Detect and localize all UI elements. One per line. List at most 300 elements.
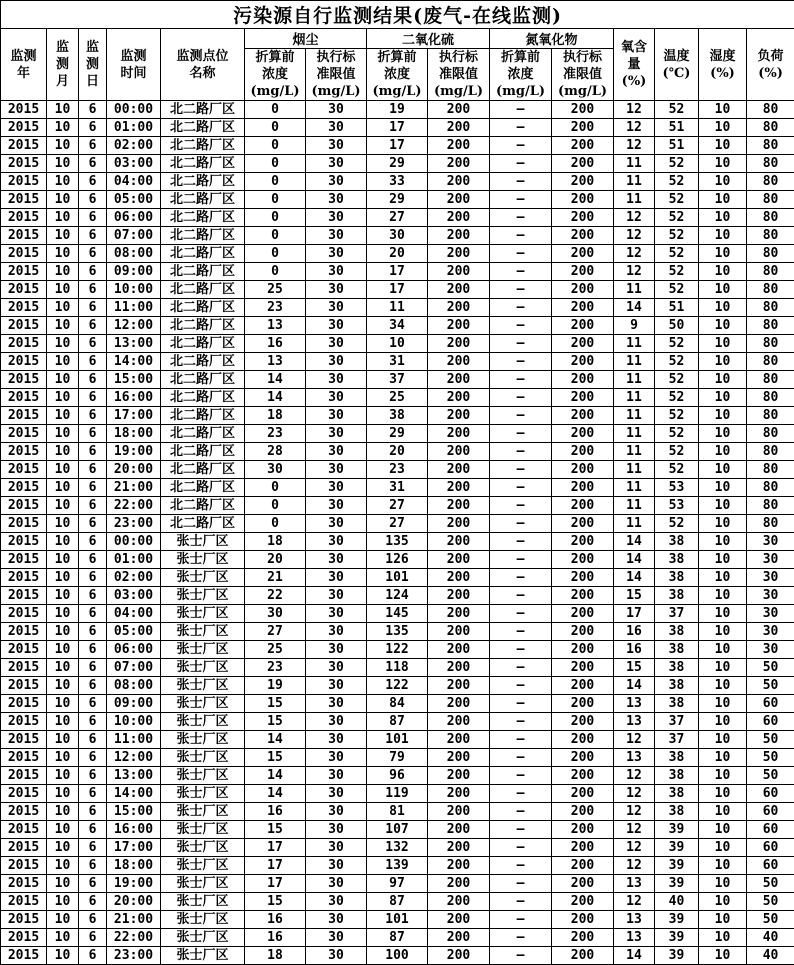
header-humidity-line1: 湿度 bbox=[699, 48, 746, 65]
cell-smoke-limit: 30 bbox=[306, 569, 367, 587]
cell-smoke-limit: 30 bbox=[306, 245, 367, 263]
cell-smoke-limit: 30 bbox=[306, 695, 367, 713]
cell-o2: 12 bbox=[614, 227, 655, 245]
cell-month: 10 bbox=[47, 281, 79, 299]
table-body bbox=[1, 101, 794, 965]
cell-humidity: 10 bbox=[699, 515, 747, 533]
cell-load: 80 bbox=[747, 389, 794, 407]
table-row bbox=[1, 731, 794, 749]
cell-nox-limit: 200 bbox=[552, 119, 614, 137]
cell-day: 6 bbox=[79, 839, 107, 857]
cell-smoke-conc: 25 bbox=[245, 641, 306, 659]
cell-so2-conc: 132 bbox=[367, 839, 428, 857]
cell-smoke-conc: 18 bbox=[245, 947, 306, 965]
cell-site: 张士厂区 bbox=[161, 605, 245, 623]
cell-o2: 11 bbox=[614, 479, 655, 497]
cell-site: 北二路厂区 bbox=[161, 281, 245, 299]
cell-so2-conc: 38 bbox=[367, 407, 428, 425]
cell-smoke-conc: 16 bbox=[245, 803, 306, 821]
cell-month: 10 bbox=[47, 713, 79, 731]
cell-year: 2015 bbox=[1, 389, 47, 407]
cell-load: 40 bbox=[747, 929, 794, 947]
cell-humidity: 10 bbox=[699, 839, 747, 857]
header-o2-line1: 氧含 bbox=[614, 39, 654, 56]
cell-nox-conc: — bbox=[490, 101, 552, 119]
table-row bbox=[1, 317, 794, 335]
cell-time: 04:00 bbox=[107, 605, 161, 623]
cell-load: 30 bbox=[747, 605, 794, 623]
cell-smoke-conc: 30 bbox=[245, 461, 306, 479]
cell-year: 2015 bbox=[1, 497, 47, 515]
cell-smoke-conc: 0 bbox=[245, 191, 306, 209]
cell-day: 6 bbox=[79, 803, 107, 821]
cell-month: 10 bbox=[47, 767, 79, 785]
cell-load: 30 bbox=[747, 587, 794, 605]
cell-smoke-conc: 18 bbox=[245, 407, 306, 425]
cell-o2: 12 bbox=[614, 803, 655, 821]
cell-o2: 14 bbox=[614, 677, 655, 695]
cell-temp: 52 bbox=[655, 245, 699, 263]
cell-so2-limit: 200 bbox=[428, 641, 490, 659]
cell-smoke-conc: 15 bbox=[245, 821, 306, 839]
cell-nox-limit: 200 bbox=[552, 389, 614, 407]
cell-site: 张士厂区 bbox=[161, 947, 245, 965]
cell-year: 2015 bbox=[1, 857, 47, 875]
cell-year: 2015 bbox=[1, 623, 47, 641]
cell-month: 10 bbox=[47, 641, 79, 659]
cell-so2-limit: 200 bbox=[428, 101, 490, 119]
cell-day: 6 bbox=[79, 353, 107, 371]
cell-time: 17:00 bbox=[107, 839, 161, 857]
cell-load: 60 bbox=[747, 695, 794, 713]
cell-nox-conc: — bbox=[490, 803, 552, 821]
cell-smoke-limit: 30 bbox=[306, 587, 367, 605]
cell-smoke-conc: 0 bbox=[245, 173, 306, 191]
cell-nox-limit: 200 bbox=[552, 299, 614, 317]
cell-site: 北二路厂区 bbox=[161, 245, 245, 263]
cell-nox-limit: 200 bbox=[552, 407, 614, 425]
cell-temp: 51 bbox=[655, 119, 699, 137]
cell-nox-limit: 200 bbox=[552, 281, 614, 299]
cell-year: 2015 bbox=[1, 551, 47, 569]
cell-smoke-limit: 30 bbox=[306, 263, 367, 281]
cell-o2: 11 bbox=[614, 191, 655, 209]
cell-humidity: 10 bbox=[699, 875, 747, 893]
cell-day: 6 bbox=[79, 587, 107, 605]
cell-month: 10 bbox=[47, 209, 79, 227]
cell-month: 10 bbox=[47, 371, 79, 389]
cell-nox-limit: 200 bbox=[552, 839, 614, 857]
cell-so2-limit: 200 bbox=[428, 767, 490, 785]
cell-year: 2015 bbox=[1, 299, 47, 317]
cell-smoke-conc: 14 bbox=[245, 785, 306, 803]
cell-month: 10 bbox=[47, 479, 79, 497]
cell-time: 10:00 bbox=[107, 713, 161, 731]
cell-day: 6 bbox=[79, 677, 107, 695]
cell-o2: 11 bbox=[614, 371, 655, 389]
cell-humidity: 10 bbox=[699, 335, 747, 353]
cell-humidity: 10 bbox=[699, 461, 747, 479]
cell-nox-limit: 200 bbox=[552, 713, 614, 731]
cell-year: 2015 bbox=[1, 461, 47, 479]
cell-o2: 11 bbox=[614, 155, 655, 173]
cell-so2-limit: 200 bbox=[428, 785, 490, 803]
table-row bbox=[1, 335, 794, 353]
cell-load: 80 bbox=[747, 101, 794, 119]
table-row bbox=[1, 605, 794, 623]
cell-load: 50 bbox=[747, 731, 794, 749]
cell-time: 02:00 bbox=[107, 569, 161, 587]
cell-humidity: 10 bbox=[699, 641, 747, 659]
cell-smoke-limit: 30 bbox=[306, 947, 367, 965]
cell-year: 2015 bbox=[1, 695, 47, 713]
table-row bbox=[1, 893, 794, 911]
cell-day: 6 bbox=[79, 173, 107, 191]
cell-humidity: 10 bbox=[699, 713, 747, 731]
cell-time: 12:00 bbox=[107, 749, 161, 767]
cell-smoke-conc: 0 bbox=[245, 515, 306, 533]
header-temp bbox=[655, 29, 699, 101]
cell-so2-limit: 200 bbox=[428, 245, 490, 263]
cell-so2-limit: 200 bbox=[428, 569, 490, 587]
cell-year: 2015 bbox=[1, 587, 47, 605]
cell-so2-conc: 25 bbox=[367, 389, 428, 407]
cell-nox-conc: — bbox=[490, 155, 552, 173]
cell-day: 6 bbox=[79, 119, 107, 137]
cell-so2-limit: 200 bbox=[428, 677, 490, 695]
cell-time: 07:00 bbox=[107, 227, 161, 245]
cell-month: 10 bbox=[47, 551, 79, 569]
cell-smoke-limit: 30 bbox=[306, 119, 367, 137]
header-load-line1: 负荷 bbox=[747, 48, 794, 65]
cell-month: 10 bbox=[47, 263, 79, 281]
cell-day: 6 bbox=[79, 785, 107, 803]
cell-temp: 39 bbox=[655, 911, 699, 929]
cell-nox-limit: 200 bbox=[552, 587, 614, 605]
cell-humidity: 10 bbox=[699, 767, 747, 785]
cell-so2-conc: 20 bbox=[367, 245, 428, 263]
cell-month: 10 bbox=[47, 659, 79, 677]
table-row bbox=[1, 155, 794, 173]
cell-humidity: 10 bbox=[699, 929, 747, 947]
cell-so2-limit: 200 bbox=[428, 803, 490, 821]
cell-day: 6 bbox=[79, 821, 107, 839]
cell-site: 北二路厂区 bbox=[161, 299, 245, 317]
header-nox-limit-line1: 执行标 bbox=[552, 49, 613, 66]
cell-year: 2015 bbox=[1, 569, 47, 587]
cell-so2-limit: 200 bbox=[428, 659, 490, 677]
cell-month: 10 bbox=[47, 299, 79, 317]
cell-smoke-limit: 30 bbox=[306, 731, 367, 749]
cell-smoke-conc: 19 bbox=[245, 677, 306, 695]
page-title: 污染源自行监测结果(废气-在线监测) bbox=[1, 1, 794, 29]
cell-smoke-conc: 15 bbox=[245, 713, 306, 731]
cell-day: 6 bbox=[79, 389, 107, 407]
cell-month: 10 bbox=[47, 443, 79, 461]
cell-day: 6 bbox=[79, 929, 107, 947]
cell-year: 2015 bbox=[1, 335, 47, 353]
header-month bbox=[47, 29, 79, 101]
cell-nox-conc: — bbox=[490, 551, 552, 569]
cell-o2: 13 bbox=[614, 875, 655, 893]
cell-month: 10 bbox=[47, 947, 79, 965]
cell-site: 北二路厂区 bbox=[161, 371, 245, 389]
cell-site: 张士厂区 bbox=[161, 587, 245, 605]
cell-humidity: 10 bbox=[699, 209, 747, 227]
cell-smoke-limit: 30 bbox=[306, 407, 367, 425]
cell-temp: 38 bbox=[655, 587, 699, 605]
cell-nox-limit: 200 bbox=[552, 479, 614, 497]
cell-nox-limit: 200 bbox=[552, 605, 614, 623]
cell-humidity: 10 bbox=[699, 803, 747, 821]
cell-o2: 13 bbox=[614, 911, 655, 929]
cell-day: 6 bbox=[79, 533, 107, 551]
cell-load: 80 bbox=[747, 407, 794, 425]
cell-temp: 52 bbox=[655, 515, 699, 533]
cell-smoke-conc: 0 bbox=[245, 155, 306, 173]
cell-nox-conc: — bbox=[490, 875, 552, 893]
cell-smoke-limit: 30 bbox=[306, 299, 367, 317]
cell-temp: 37 bbox=[655, 605, 699, 623]
cell-day: 6 bbox=[79, 893, 107, 911]
cell-so2-conc: 100 bbox=[367, 947, 428, 965]
cell-so2-limit: 200 bbox=[428, 227, 490, 245]
cell-year: 2015 bbox=[1, 101, 47, 119]
table-row bbox=[1, 569, 794, 587]
cell-time: 20:00 bbox=[107, 893, 161, 911]
cell-load: 80 bbox=[747, 227, 794, 245]
cell-smoke-limit: 30 bbox=[306, 713, 367, 731]
cell-humidity: 10 bbox=[699, 425, 747, 443]
table-row bbox=[1, 587, 794, 605]
cell-nox-limit: 200 bbox=[552, 875, 614, 893]
cell-temp: 38 bbox=[655, 659, 699, 677]
header-day-line2: 测 bbox=[79, 56, 106, 73]
cell-humidity: 10 bbox=[699, 533, 747, 551]
cell-smoke-limit: 30 bbox=[306, 623, 367, 641]
cell-temp: 53 bbox=[655, 497, 699, 515]
cell-nox-conc: — bbox=[490, 173, 552, 191]
cell-so2-limit: 200 bbox=[428, 839, 490, 857]
cell-nox-conc: — bbox=[490, 317, 552, 335]
cell-site: 北二路厂区 bbox=[161, 137, 245, 155]
cell-year: 2015 bbox=[1, 479, 47, 497]
cell-nox-limit: 200 bbox=[552, 659, 614, 677]
table-row bbox=[1, 245, 794, 263]
cell-nox-conc: — bbox=[490, 461, 552, 479]
cell-humidity: 10 bbox=[699, 281, 747, 299]
cell-year: 2015 bbox=[1, 767, 47, 785]
cell-o2: 14 bbox=[614, 551, 655, 569]
cell-smoke-limit: 30 bbox=[306, 767, 367, 785]
cell-site: 张士厂区 bbox=[161, 749, 245, 767]
cell-load: 80 bbox=[747, 371, 794, 389]
cell-site: 张士厂区 bbox=[161, 533, 245, 551]
cell-load: 60 bbox=[747, 857, 794, 875]
cell-site: 北二路厂区 bbox=[161, 263, 245, 281]
cell-so2-limit: 200 bbox=[428, 137, 490, 155]
header-nox-limit-line3: (mg/L) bbox=[552, 83, 613, 100]
cell-load: 80 bbox=[747, 353, 794, 371]
cell-year: 2015 bbox=[1, 443, 47, 461]
cell-o2: 14 bbox=[614, 947, 655, 965]
cell-year: 2015 bbox=[1, 407, 47, 425]
cell-temp: 52 bbox=[655, 371, 699, 389]
cell-temp: 40 bbox=[655, 893, 699, 911]
cell-temp: 53 bbox=[655, 479, 699, 497]
cell-smoke-conc: 17 bbox=[245, 857, 306, 875]
cell-nox-limit: 200 bbox=[552, 677, 614, 695]
cell-temp: 39 bbox=[655, 839, 699, 857]
cell-nox-conc: — bbox=[490, 911, 552, 929]
cell-o2: 14 bbox=[614, 533, 655, 551]
cell-nox-limit: 200 bbox=[552, 173, 614, 191]
header-nox-limit bbox=[552, 49, 614, 101]
cell-temp: 38 bbox=[655, 569, 699, 587]
cell-nox-conc: — bbox=[490, 623, 552, 641]
cell-time: 06:00 bbox=[107, 641, 161, 659]
table-row bbox=[1, 101, 794, 119]
cell-temp: 52 bbox=[655, 335, 699, 353]
cell-o2: 13 bbox=[614, 713, 655, 731]
cell-so2-conc: 135 bbox=[367, 533, 428, 551]
cell-smoke-limit: 30 bbox=[306, 875, 367, 893]
cell-nox-limit: 200 bbox=[552, 767, 614, 785]
header-smoke-limit-line3: (mg/L) bbox=[306, 83, 366, 100]
cell-nox-conc: — bbox=[490, 479, 552, 497]
cell-site: 张士厂区 bbox=[161, 839, 245, 857]
cell-year: 2015 bbox=[1, 821, 47, 839]
cell-load: 50 bbox=[747, 875, 794, 893]
cell-o2: 11 bbox=[614, 497, 655, 515]
cell-month: 10 bbox=[47, 785, 79, 803]
cell-day: 6 bbox=[79, 605, 107, 623]
cell-day: 6 bbox=[79, 101, 107, 119]
cell-o2: 11 bbox=[614, 281, 655, 299]
cell-so2-conc: 23 bbox=[367, 461, 428, 479]
cell-smoke-limit: 30 bbox=[306, 641, 367, 659]
cell-temp: 52 bbox=[655, 389, 699, 407]
cell-load: 80 bbox=[747, 155, 794, 173]
table-row bbox=[1, 299, 794, 317]
cell-nox-limit: 200 bbox=[552, 263, 614, 281]
table-row bbox=[1, 461, 794, 479]
cell-day: 6 bbox=[79, 767, 107, 785]
cell-so2-limit: 200 bbox=[428, 515, 490, 533]
cell-smoke-conc: 27 bbox=[245, 623, 306, 641]
cell-nox-conc: — bbox=[490, 227, 552, 245]
cell-nox-conc: — bbox=[490, 533, 552, 551]
cell-so2-conc: 122 bbox=[367, 641, 428, 659]
cell-so2-conc: 33 bbox=[367, 173, 428, 191]
cell-temp: 38 bbox=[655, 677, 699, 695]
cell-nox-conc: — bbox=[490, 767, 552, 785]
group-smoke: 烟尘 bbox=[245, 29, 367, 49]
cell-month: 10 bbox=[47, 191, 79, 209]
cell-year: 2015 bbox=[1, 173, 47, 191]
cell-month: 10 bbox=[47, 155, 79, 173]
cell-o2: 13 bbox=[614, 695, 655, 713]
cell-month: 10 bbox=[47, 677, 79, 695]
cell-month: 10 bbox=[47, 101, 79, 119]
cell-time: 22:00 bbox=[107, 497, 161, 515]
cell-month: 10 bbox=[47, 407, 79, 425]
cell-site: 北二路厂区 bbox=[161, 209, 245, 227]
cell-humidity: 10 bbox=[699, 191, 747, 209]
cell-smoke-conc: 0 bbox=[245, 245, 306, 263]
cell-site: 北二路厂区 bbox=[161, 353, 245, 371]
cell-smoke-limit: 30 bbox=[306, 533, 367, 551]
cell-year: 2015 bbox=[1, 137, 47, 155]
cell-humidity: 10 bbox=[699, 623, 747, 641]
table-row bbox=[1, 209, 794, 227]
cell-time: 21:00 bbox=[107, 911, 161, 929]
cell-month: 10 bbox=[47, 569, 79, 587]
cell-year: 2015 bbox=[1, 227, 47, 245]
cell-so2-limit: 200 bbox=[428, 821, 490, 839]
cell-day: 6 bbox=[79, 191, 107, 209]
header-time-line2: 时间 bbox=[107, 65, 160, 82]
cell-time: 03:00 bbox=[107, 587, 161, 605]
cell-smoke-limit: 30 bbox=[306, 659, 367, 677]
table-row bbox=[1, 227, 794, 245]
cell-so2-conc: 101 bbox=[367, 569, 428, 587]
cell-site: 张士厂区 bbox=[161, 911, 245, 929]
cell-so2-limit: 200 bbox=[428, 911, 490, 929]
cell-time: 08:00 bbox=[107, 677, 161, 695]
cell-time: 23:00 bbox=[107, 947, 161, 965]
cell-smoke-limit: 30 bbox=[306, 605, 367, 623]
cell-month: 10 bbox=[47, 533, 79, 551]
cell-smoke-limit: 30 bbox=[306, 425, 367, 443]
cell-day: 6 bbox=[79, 659, 107, 677]
cell-year: 2015 bbox=[1, 659, 47, 677]
cell-o2: 11 bbox=[614, 353, 655, 371]
cell-temp: 38 bbox=[655, 749, 699, 767]
cell-so2-conc: 29 bbox=[367, 425, 428, 443]
cell-time: 13:00 bbox=[107, 767, 161, 785]
header-load-line2: (%) bbox=[747, 65, 794, 82]
header-month-line1: 监 bbox=[47, 39, 78, 56]
cell-so2-limit: 200 bbox=[428, 551, 490, 569]
cell-smoke-conc: 28 bbox=[245, 443, 306, 461]
cell-so2-limit: 200 bbox=[428, 317, 490, 335]
cell-nox-limit: 200 bbox=[552, 317, 614, 335]
header-smoke-conc-line2: 浓度 bbox=[245, 66, 305, 83]
cell-so2-conc: 31 bbox=[367, 353, 428, 371]
header-month-line3: 月 bbox=[47, 73, 78, 90]
cell-so2-limit: 200 bbox=[428, 605, 490, 623]
cell-site: 北二路厂区 bbox=[161, 407, 245, 425]
cell-time: 05:00 bbox=[107, 623, 161, 641]
cell-load: 80 bbox=[747, 497, 794, 515]
table-row bbox=[1, 929, 794, 947]
cell-smoke-limit: 30 bbox=[306, 551, 367, 569]
cell-nox-conc: — bbox=[490, 569, 552, 587]
cell-so2-conc: 17 bbox=[367, 137, 428, 155]
cell-nox-limit: 200 bbox=[552, 623, 614, 641]
cell-so2-limit: 200 bbox=[428, 533, 490, 551]
cell-temp: 39 bbox=[655, 929, 699, 947]
cell-so2-conc: 81 bbox=[367, 803, 428, 821]
header-year bbox=[1, 29, 47, 101]
cell-smoke-limit: 30 bbox=[306, 371, 367, 389]
cell-nox-conc: — bbox=[490, 443, 552, 461]
cell-o2: 12 bbox=[614, 857, 655, 875]
header-so2-conc bbox=[367, 49, 428, 101]
cell-smoke-conc: 17 bbox=[245, 839, 306, 857]
cell-temp: 38 bbox=[655, 551, 699, 569]
